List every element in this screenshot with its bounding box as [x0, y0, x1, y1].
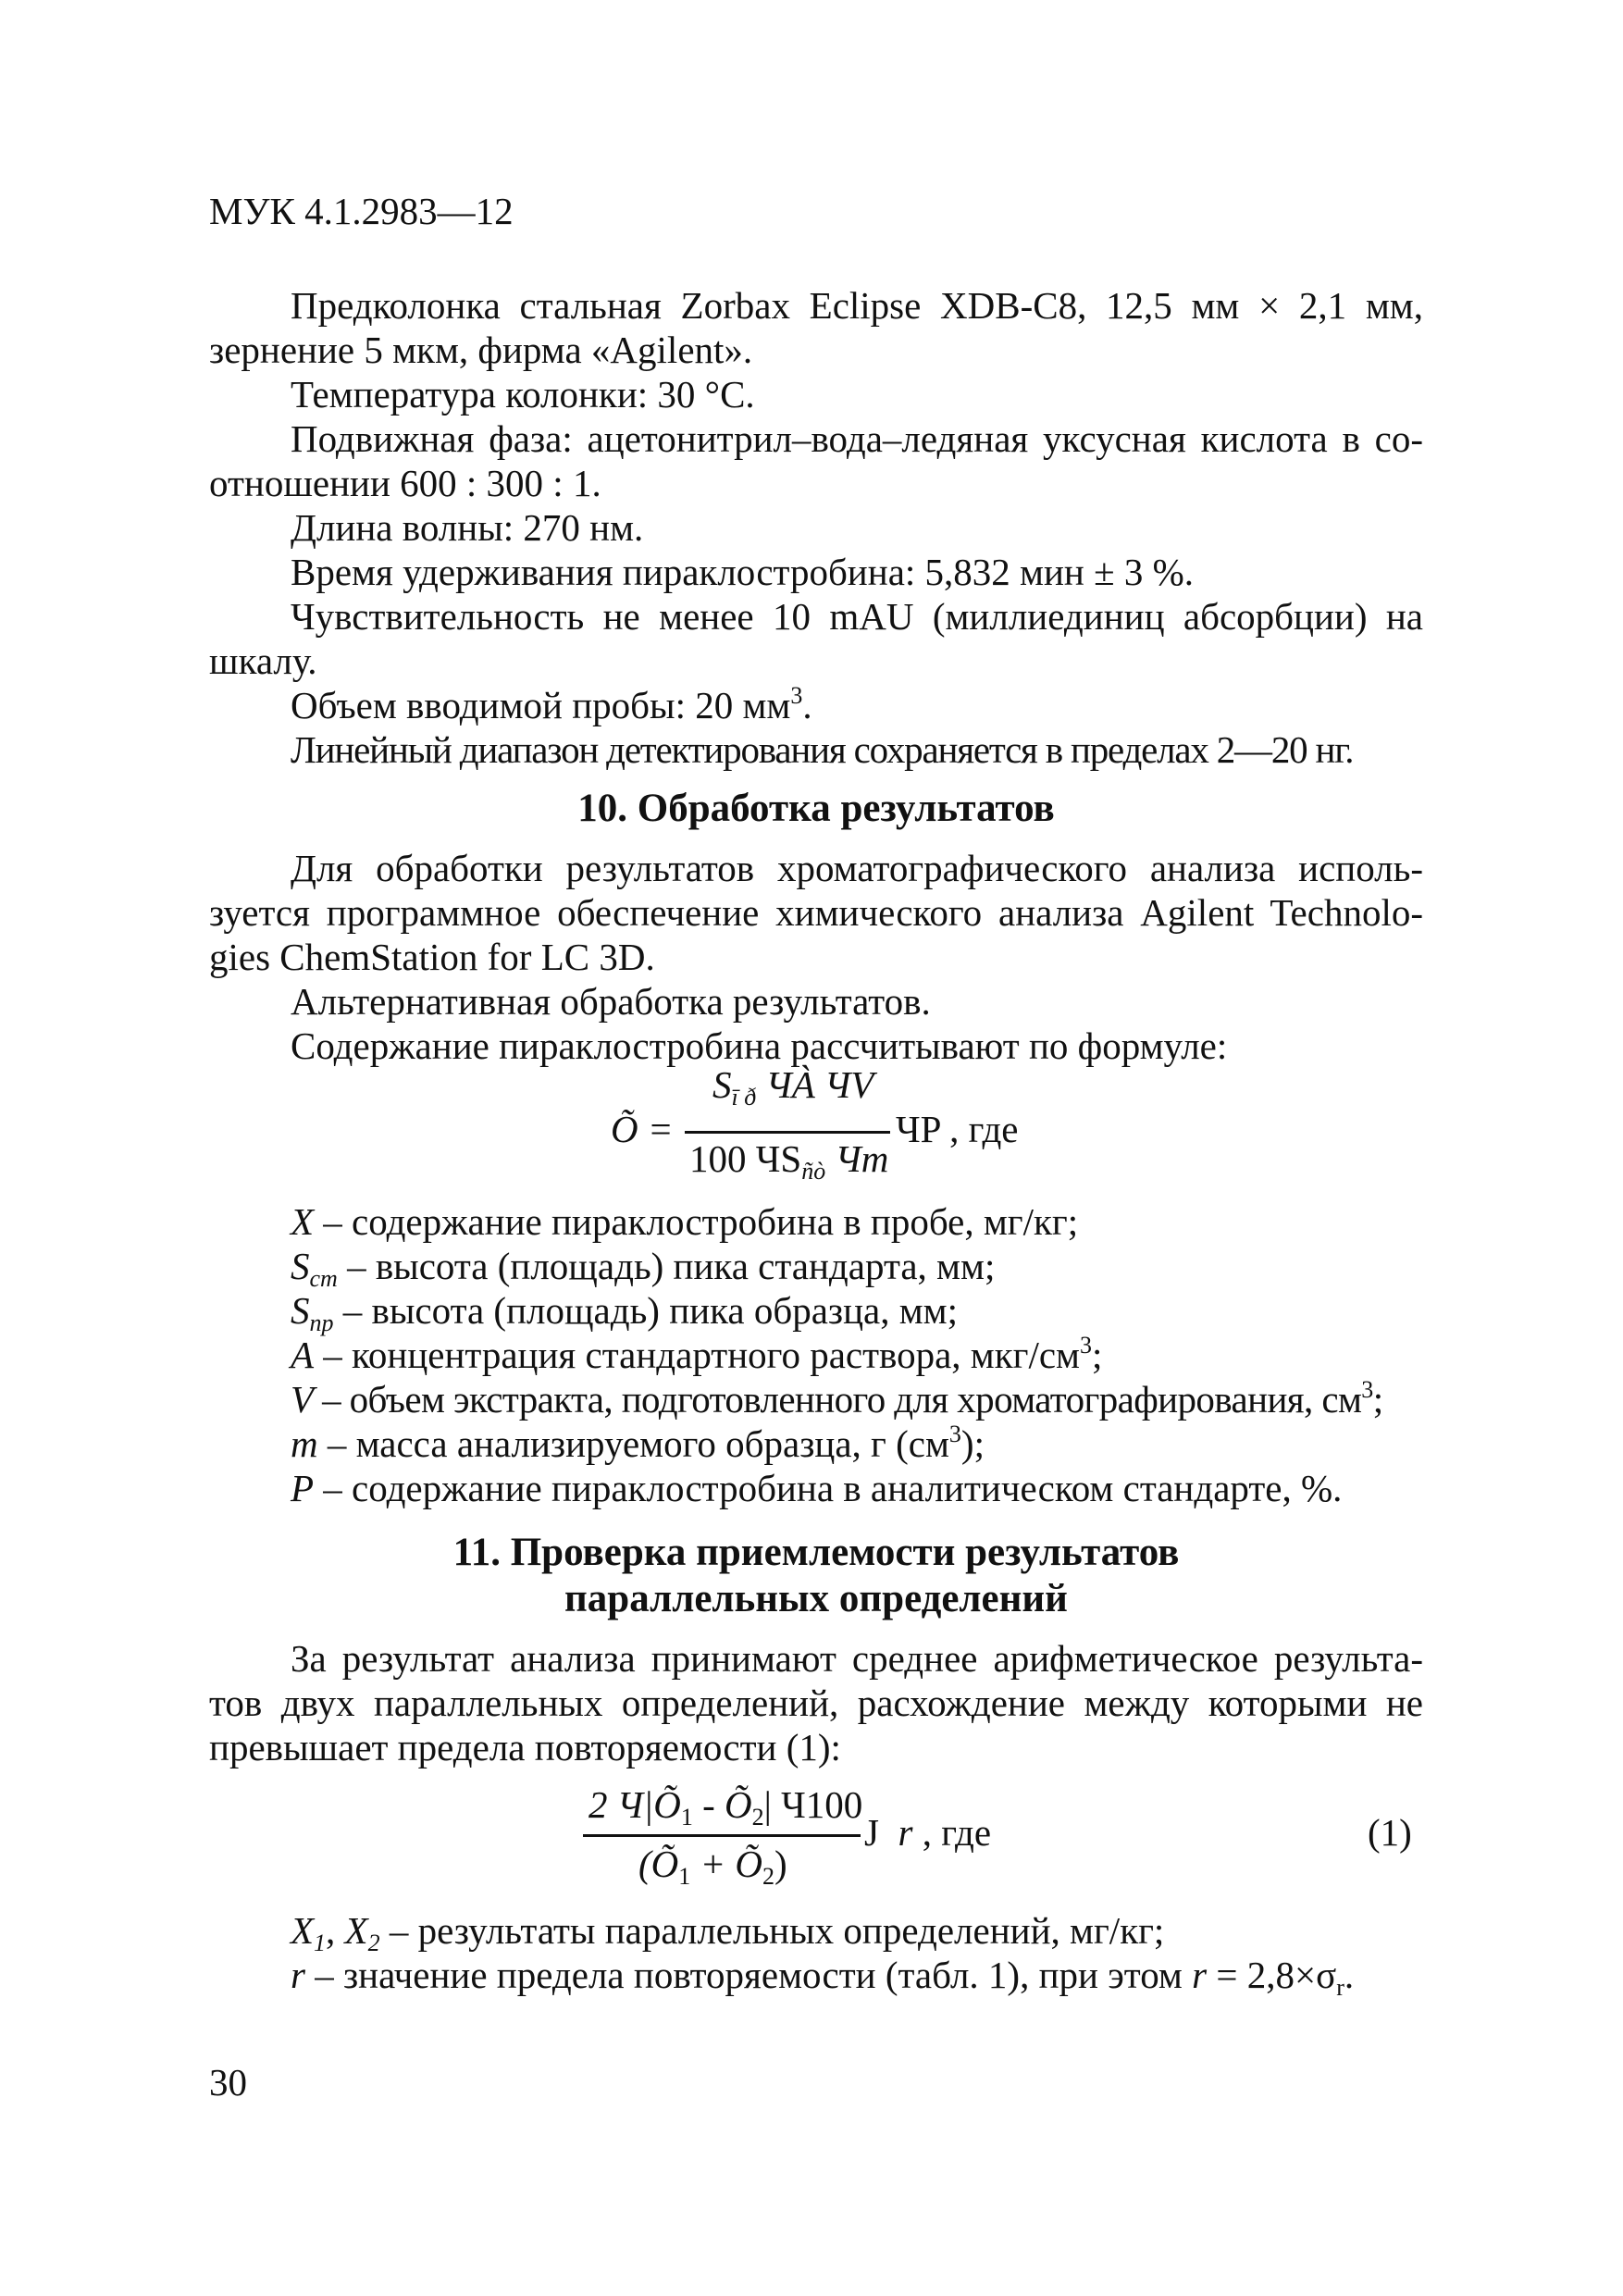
section-11-heading-line2: параллельных определений [564, 1577, 1068, 1620]
running-header: МУК 4.1.2983—12 [209, 190, 514, 232]
mobile-phase-line2: отношении 600 : 300 : 1. [209, 462, 601, 504]
column-temperature: Температура колонки: 30 °С. [291, 373, 755, 416]
section11-para-line2: тов двух параллельных определений, расхождение между которыми не [209, 1682, 1423, 1724]
mobile-phase-line1: Подвижная фаза: ацетонитрил–вода–ледяная уксусная кислота в со- [291, 417, 1423, 460]
linear-range: Линейный диапазон детектирования сохраняется в пределах 2—20 нг. [291, 728, 1354, 771]
sensitivity-line1: Чувствительность не менее 10 mAU (миллиединиц абсорбции) на [291, 595, 1423, 638]
legend-item: V – объем экстракта, подготовленного для хроматографирования, $см^3$; [291, 1376, 1383, 1421]
formula1-numerator: 2 $Ч|Õ_1$ - $Õ_2|$ Ч100 [588, 1783, 863, 1831]
formula1-number: (1) [1368, 1811, 1412, 1854]
precolumn-line1: Предколонка стальная Zorbax Eclipse XDB-C8, 12,5 мм × 2,1 мм, [291, 284, 1423, 327]
section10-para1-line1: Для обработки результатов хроматографического анализа исполь- [291, 847, 1423, 889]
section10-para1-line2: зуется программное обеспечение химического анализа Agilent Technolo- [209, 891, 1423, 934]
section11-para-line1: За результат анализа принимают среднее арифметическое результа- [291, 1637, 1423, 1680]
legend-item: A – концентрация стандартного раствора, мкг/$см^3$; [291, 1332, 1103, 1376]
page-number: 30 [209, 2061, 247, 2104]
legend-item: $S_{пр}$ – высота (площадь) пика образца, мм; [291, 1289, 959, 1336]
alternative-processing: Альтернативная обработка результатов. [291, 980, 931, 1023]
injection-volume: Объем вводимой пробы: 20 $мм^3$. [291, 682, 812, 726]
formula-tail: ЧP , где [896, 1108, 1019, 1150]
wavelength: Длина волны: 270 нм. [291, 506, 644, 549]
r-definition: r – значение предела повторяемости (табл. 1), при этом $r = 2,8\times\sigma_r$. [291, 1954, 1355, 2001]
formula-lhs: Õ = [611, 1108, 674, 1150]
formula-numerator: $S_{ī ð}$ ЧÀ ЧV [712, 1063, 874, 1111]
section11-para-line3: превышает предела повторяемости (1): [209, 1726, 841, 1769]
formula1-fraction-bar [583, 1834, 861, 1837]
legend-item: P – содержание пираклостробина в аналитическом стандарте, %. [291, 1467, 1343, 1509]
legend-item: m – масса анализируемого образца, г $(см^3)$; [291, 1421, 985, 1465]
legend-item: $S_{ст}$ – высота (площадь) пика стандарта, мм; [291, 1245, 996, 1292]
x1-x2-definition: $X_1$, $X_2$ – результаты параллельных определений, мг/кг; [291, 1909, 1165, 1956]
legend-item: X – содержание пираклостробина в пробе, мг/кг; [291, 1200, 1079, 1243]
retention-time: Время удерживания пираклостробина: 5,832 мин ± 3 %. [291, 551, 1195, 593]
section-11-heading-line1: 11. Проверка приемлемости результатов [452, 1531, 1180, 1574]
section10-para1-line3: gies ChemStation for LC 3D. [209, 936, 655, 978]
sensitivity-line2: шкалу. [209, 639, 317, 682]
section-10-heading: 10. Обработка результатов [577, 787, 1055, 830]
formula1-denominator: ($Õ_1$ + $Õ_2$) [638, 1843, 787, 1890]
precolumn-line2: зернение 5 мкм, фирма «Agilent». [209, 329, 753, 371]
formula1-relation: J r , где [864, 1811, 992, 1854]
formula-intro: Содержание пираклостробина рассчитывают по формуле: [291, 1024, 1228, 1067]
formula-fraction-bar [685, 1131, 890, 1134]
formula-denominator: 100 $ЧS_{ñò}$ Чm [689, 1137, 889, 1185]
